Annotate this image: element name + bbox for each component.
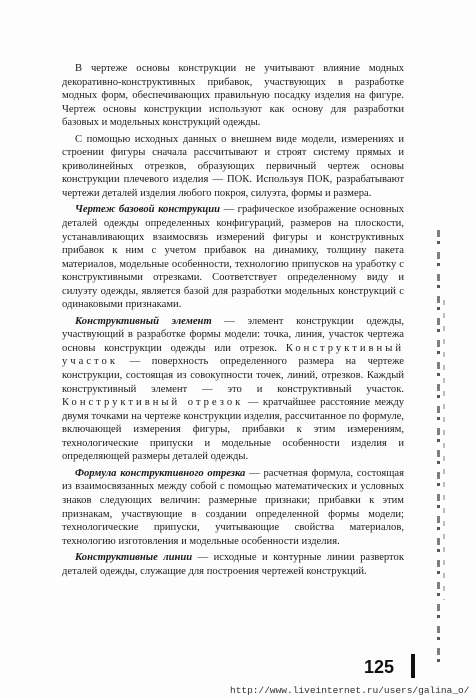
paragraph-element: [62, 315, 404, 464]
paragraph-pok: С помощью исходных данных о внешнем виде модели, измерениях и строении фигуры сначала рассчитывают и строят систему прямых и криволинейных отрезков, образующих первичный чертеж основы конструкции плечевого изделия — ПОК. Используя ПОК, разрабатывают чертежи деталей изделия любого покроя, силуэта, формы и размера.: [62, 133, 404, 199]
binding-edge-shadow-secondary: [443, 300, 445, 600]
paragraph-formula: [62, 467, 404, 548]
source-watermark-url: http://www.liveinternet.ru/users/galina_o/: [230, 685, 470, 696]
term-segment: Конструктивный отрезок: [62, 397, 244, 409]
body-text: [62, 62, 404, 581]
term-formula: Формула конструктивного отрезка: [75, 467, 246, 479]
paragraph-base-drawing: [62, 203, 404, 311]
definition-element: — элемент конструкции одежды, участвующий в разработке формы модели: точка, линия, участок чертежа основы конструкции одежды или отрезок.: [62, 315, 404, 354]
paragraph-lines: [62, 551, 404, 578]
binding-edge-shadow: [437, 230, 440, 670]
page-number-bar: [411, 654, 415, 678]
page-number: 125: [364, 657, 395, 677]
definition-lines: — исходные и контурные линии разверток деталей одежды, служащие для построения чертежей конструкций.: [62, 552, 404, 577]
paragraph-intro: В чертеже основы конструкции не учитывают влияние модных декоративно-конструктивных прибавок, участвующих в разработке модных форм, обеспечивающих правильную посадку изделия на фигуре. Чертеж основы конструкции используют как основу для разработки базовых и модельных конструкций одежды.: [62, 63, 404, 129]
term-base-drawing: Чертеж базовой конструкции: [75, 204, 221, 216]
definition-formula: — расчетная формула, состоящая из взаимосвязанных между собой с помощью математических и условных знаков следующих величин: размерные признаки; прибавки к этим признакам, участвующие в создании определенной формы модели; технологические припуски, учитывающие свойства материалов, технологию изготовления и модельные особенности изделия.: [62, 467, 404, 547]
term-element: Конструктивный элемент: [75, 315, 212, 327]
definition-section: — поверхность определенного размера на чертеже конструкции, состоящая из совокупности точек, линий, отрезков. Каждый конструктивный элемент — это и конструктивный участок.: [62, 356, 404, 395]
term-section: Конструктивный участок: [62, 342, 404, 368]
definition-segment: — кратчайшее расстояние между двумя точками на чертеже конструкции изделия, рассчитанное по формуле, включающей измерения фигуры, прибавки к этим измерениям, технологические припуски и модельные особенности изделия и определяющей размеры деталей одежды.: [62, 397, 404, 463]
definition-base-drawing: — графическое изображение основных деталей одежды определенных конфигураций, размеров на плоскости, устанавливающих взаимосвязь измерений фигуры и конструктивных прибавок к ним с учетом прибавок на динамику, толщину пакета материалов, модельные особенности, технологию припусков на уработку с конструктивными отрезками. Соответствует определенному виду и силуэту одежды, является базой для разработки модельных конструкций с одинаковыми признаками.: [62, 204, 404, 311]
term-lines: Конструктивные линии: [75, 552, 193, 564]
